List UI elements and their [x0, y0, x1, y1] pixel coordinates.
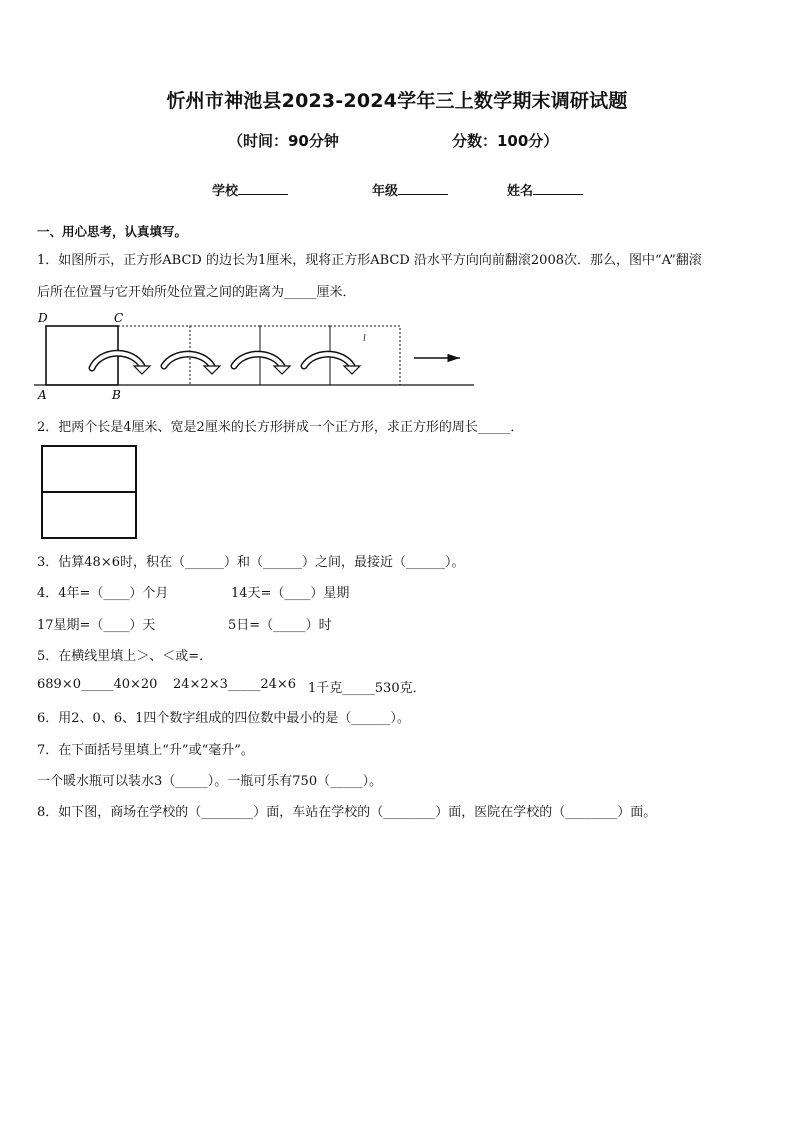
name-blank[interactable]: [533, 182, 583, 195]
question-6: 6．用2、0、6、1四个数字组成的四位数中最小的是（______）。: [37, 711, 410, 726]
question-5a: 689×0_____40×20: [37, 677, 158, 692]
question-4b: 14天=（____）星期: [231, 586, 350, 601]
question-8: 8．如下图，商场在学校的（________）面，车站在学校的（________）面，医院在学校的（________）面。: [37, 805, 657, 820]
question-4c: 17星期=（____）天: [37, 618, 156, 633]
exam-time: （时间：90分钟: [228, 132, 339, 150]
question-5b: 24×2×3_____24×6: [173, 677, 297, 692]
exam-score: 分数：100分）: [452, 132, 559, 150]
name-label: 姓名: [507, 184, 534, 199]
label-D: D: [38, 311, 48, 325]
question-7-line2: 一个暖水瓶可以装水3（_____）。一瓶可乐有750（_____）。: [37, 774, 383, 789]
label-C: C: [114, 311, 124, 325]
school-field[interactable]: [212, 180, 288, 199]
page-title: 忻州市神池县2023-2024学年三上数学期末调研试题: [166, 90, 628, 112]
question-1-line2: 后所在位置与它开始所处位置之间的距离为_____厘米．: [37, 285, 356, 300]
question-2: 2．把两个长是4厘米、宽是2厘米的长方形拼成一个正方形，求正方形的周长_____．: [37, 420, 524, 435]
grade-blank[interactable]: [398, 182, 448, 195]
section-heading: 一、用心思考，认真填写。: [37, 224, 188, 239]
question-5: 5．在横线里填上＞、＜或=．: [37, 649, 213, 664]
question-4d: 5日=（_____）时: [228, 618, 332, 633]
question-5c: 1千克_____530克．: [308, 681, 426, 696]
label-B: B: [112, 388, 121, 400]
school-label: 学校: [212, 184, 239, 199]
grade-field[interactable]: [372, 180, 448, 199]
question-3: 3．估算48×6时，积在（______）和（______）之间，最接近（______）。: [37, 555, 465, 570]
name-field[interactable]: [507, 180, 583, 199]
rolling-square-figure: [34, 308, 474, 400]
question-4a: 4．4年=（____）个月: [37, 586, 169, 601]
question-1-line1: 1．如图所示，正方形ABCD 的边长为1厘米，现将正方形ABCD 沿水平方向向前翻滚2008次．那么，图中“A”翻滚: [37, 253, 702, 268]
school-blank[interactable]: [238, 182, 288, 195]
two-rectangles-figure: [40, 444, 138, 540]
grade-label: 年级: [372, 184, 399, 199]
label-A: A: [38, 388, 47, 400]
question-7: 7．在下面括号里填上“升”或“毫升”。: [37, 743, 254, 758]
